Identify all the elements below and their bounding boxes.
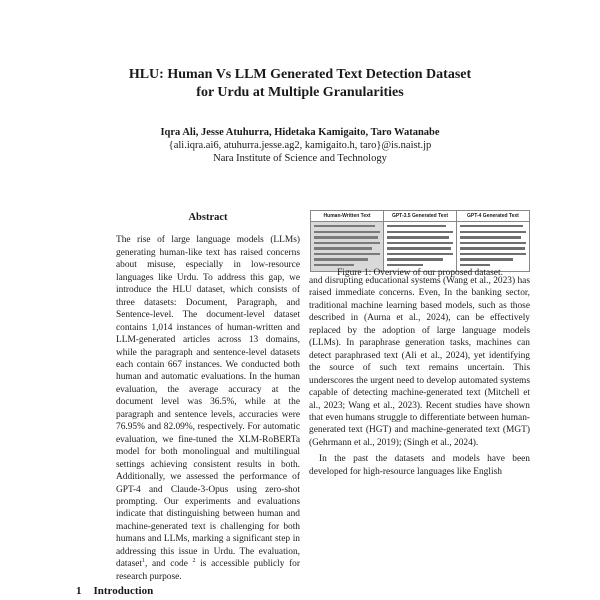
abstract-text-part2: , and code [145, 559, 188, 570]
urdu-text-lines [460, 225, 526, 266]
author-emails: {ali.iqra.ai6, atuhurra.jesse.ag2, kamigaito.h, taro}@is.naist.jp [168, 140, 432, 151]
footnote-marker-1: 1 [142, 558, 146, 565]
author-block [0, 126, 600, 165]
urdu-text-lines [387, 225, 453, 266]
figure-cell-gpt35-text [384, 222, 457, 272]
title-line-1: HLU: Human Vs LLM Generated Text Detection Dataset [128, 67, 472, 82]
intro-paragraph-2: In the past the datasets and models have been developed for high-resource languages like English [309, 454, 530, 477]
paper-title [0, 66, 600, 102]
figure-column-gpt4: GPT-4 Generated Text [456, 211, 529, 222]
section-number: 1 [76, 585, 82, 597]
urdu-text-lines [314, 225, 380, 266]
abstract-text-part3: is accessible publicly for research purpose. [116, 559, 300, 582]
figure-cell-human-text [311, 222, 384, 272]
abstract-text-part1: The rise of large language models (LLMs) generating human-like text has raised concerns about misuse, especially in low-resource languages like Urdu. To address this gap, we introduce the HLU dataset, which consists of three datasets: Document, Paragraph, and Sentence-level. The document-level dataset contains 1,014 instances of human-written and LLM-generated articles across 13 domains, while the paragraph and sentence-level datasets each contain 667 instances. We conducted both human and automatic evaluations. In the human evaluation, the average accuracy at the document level was 36.5%, while at the paragraph and sentence levels, accuracies were 76.95% and 82.09%, respectively. For automatic evaluation, we fine-tuned the XLM-RoBERTa model for both monolingual and multilingual settings achieving consistent results in both. Additionally, we assessed the performance of GPT-4 and Claude-3-Opus using zero-shot prompting. Our experiments and evaluations indicate that distinguishing between human and machine-generated text is challenging for both humans and LLMs, marking a significant step in addressing this issue in Urdu. The evaluation, dataset [116, 235, 300, 570]
section-title: Introduction [93, 585, 154, 597]
figure-column-human: Human-Written Text [311, 211, 384, 222]
author-names: Iqra Ali, Jesse Atuhurra, Hidetaka Kamigaito, Taro Watanabe [160, 127, 440, 138]
abstract-heading: Abstract [188, 212, 228, 223]
body-right-column [309, 275, 530, 478]
abstract-column [116, 212, 300, 583]
figure-1 [310, 210, 530, 272]
footnote-marker-2: 2 [192, 558, 196, 565]
section-heading-introduction [76, 585, 153, 597]
figure-cell-gpt4-text [456, 222, 529, 272]
figure-table [311, 211, 529, 271]
intro-paragraph-1: and disrupting educational systems (Wang et al., 2023) has raised immediate concerns. Even, In the banking sector, traditional machine learning based models, such as those described in (Aurna et al., 2024), can be effectively replaced by the adoption of large language models (LLMs). In paraphrase generation tasks, machines can detect paraphrased text (Ali et al., 2024), yet identifying the source of such text remains uncertain. This underscores the urgent need to develop automated systems capable of detecting machine-generated text (Mitchell et al., 2023; Wang et al., 2023). Recent studies have shown that even humans struggle to differentiate between human-generated text (HGT) and machine-generated text (MGT) (Gehrmann et al., 2019); (Singh et al., 2024). [309, 276, 530, 448]
abstract-text [116, 234, 300, 583]
author-affiliation: Nara Institute of Science and Technology [213, 153, 387, 164]
figure-caption: Figure 1: Overview of our proposed dataset. [337, 268, 503, 278]
title-line-2: for Urdu at Multiple Granularities [196, 85, 404, 100]
figure-column-gpt35: GPT-3.5 Generated Text [384, 211, 457, 222]
